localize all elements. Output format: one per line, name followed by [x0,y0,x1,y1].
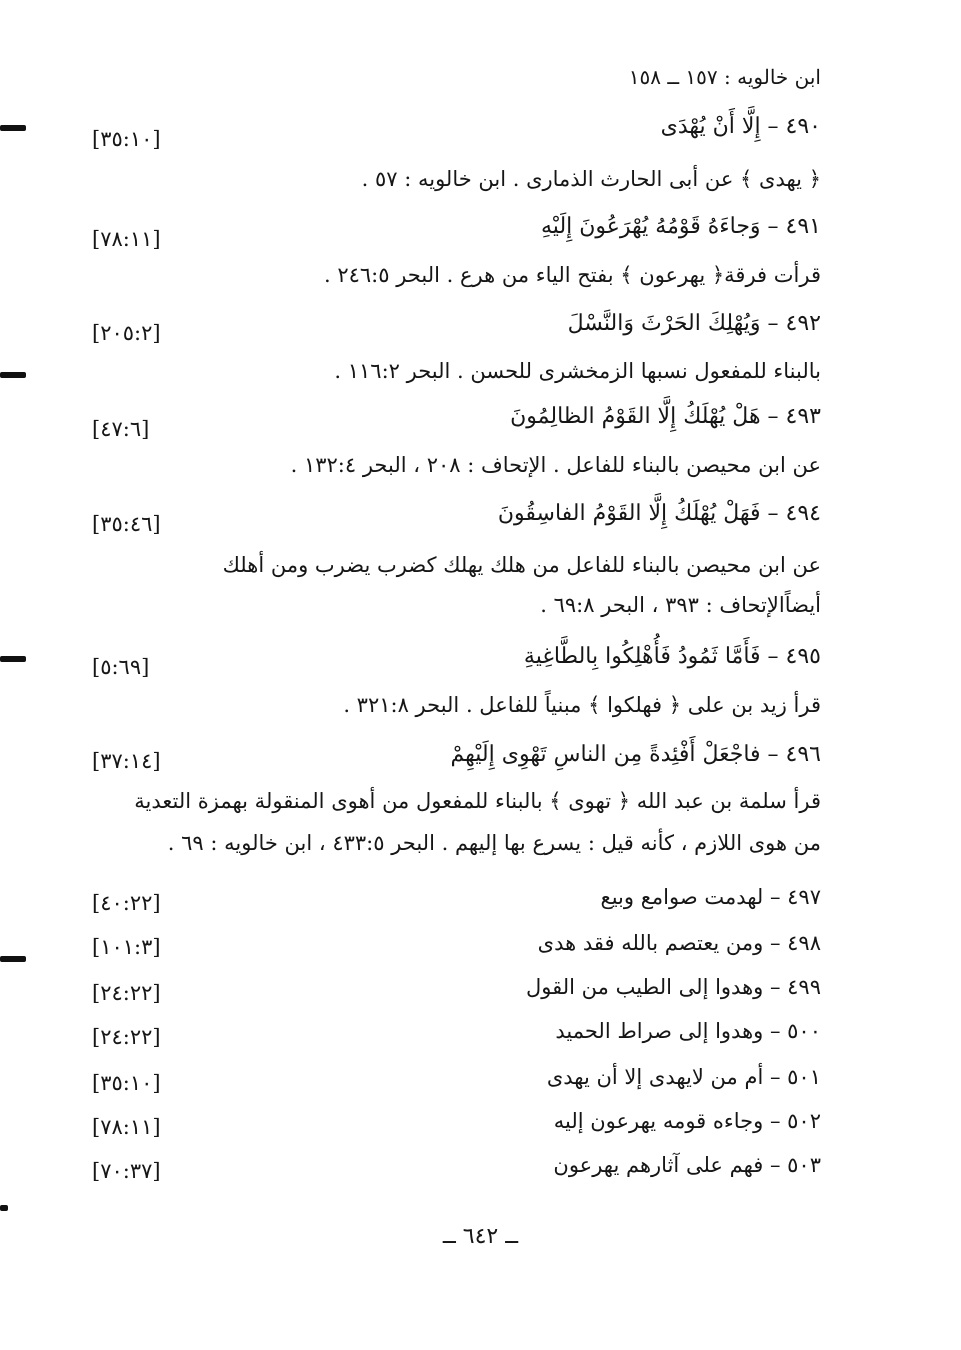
list-item-500: ٥٠٠ – وهدوا إلى صراط الحميد [555,1019,821,1043]
verse-492: ٤٩٢ – وَيُهْلِكَ الحَرْثَ وَالنَّسْلَ [567,311,821,336]
running-header: ابن خالويه : ١٥٧ ــ ١٥٨ [628,65,821,89]
margin-mark [0,956,26,962]
margin-mark [0,1205,8,1211]
verse-ref-490: [٣٥:١٠] [92,127,161,151]
verse-ref-495: [٥:٦٩] [92,655,150,679]
list-ref-500: [٢٤:٢٢] [92,1025,161,1049]
list-item-502: ٥٠٢ – وجاءه قومه يهرعون إليه [553,1109,821,1133]
verse-ref-496: [٣٧:١٤] [92,749,161,773]
commentary-493: عن ابن محيصن بالبناء للفاعل . الإتحاف : ٢٠٨ ، البحر ١٣٢:٤ . [290,453,821,477]
list-ref-498: [١٠١:٣] [92,935,161,959]
list-ref-501: [٣٥:١٠] [92,1071,161,1095]
list-ref-502: [٧٨:١١] [92,1115,161,1139]
commentary-496: قرأ سلمة بن عبد الله ﴿ تهوى ﴾ بالبناء للمفعول من أهوى المنقولة بهمزة التعدية [134,789,821,813]
list-item-498: ٤٩٨ – ومن يعتصم بالله فقد هدى [537,931,821,955]
commentary-490: ﴿ يهدى ﴾ عن أبى الحارث الذمارى . ابن خالويه : ٥٧ . [361,167,821,191]
list-item-503: ٥٠٣ – فهم على آثارهم يهرعون [553,1153,821,1177]
list-item-499: ٤٩٩ – وهدوا إلى الطيب من القول [526,975,821,999]
verse-ref-491: [٧٨:١١] [92,227,161,251]
commentary-494-cont: أيضاًالإتحاف : ٣٩٣ ، البحر ٦٩:٨ . [540,593,821,617]
verse-ref-494: [٣٥:٤٦] [92,512,161,536]
verse-490: ٤٩٠ – إِلَّا أَنْ يُهْدَى [660,114,821,139]
margin-mark [0,656,26,662]
verse-491: ٤٩١ – وَجاءَهُ قَوْمُهُ يُهْرَعُونَ إِلَيْهِ [541,214,821,239]
verse-ref-493: [٤٧:٦] [92,417,150,441]
list-ref-499: [٢٤:٢٢] [92,981,161,1005]
commentary-491: قرأت فرقة﴿ يهرعون ﴾ بفتح الياء من هرع . البحر ٢٤٦:٥ . [323,263,821,287]
list-ref-503: [٧٠:٣٧] [92,1159,161,1183]
verse-494: ٤٩٤ – فَهَلْ يُهْلَكُ إِلَّا القَوْمُ الفاسِقُونَ [497,501,821,526]
list-item-501: ٥٠١ – أم من لايهدى إلا أن يهدى [546,1065,821,1089]
verse-496: ٤٩٦ – فاجْعَلْ أَفْئِدةً مِن الناسِ تَهْوِى إِلَيْهِمْ [450,742,821,767]
commentary-495: قرأ زيد بن على ﴿ فهلكوا ﴾ مبنياً للفاعل . البحر ٣٢١:٨ . [343,693,821,717]
margin-mark [0,125,26,131]
verse-495: ٤٩٥ – فَأَمَّا ثَمُودُ فَأُهْلِكُوا بِالطَّاغِيةِ [523,644,821,669]
commentary-492: بالبناء للمفعول نسبها الزمخشرى للحسن . البحر ١١٦:٢ . [334,359,821,383]
verse-493: ٤٩٣ – هَلْ يُهْلَكُ إِلَّا القَوْمُ الظالِمُونَ [510,404,821,429]
margin-mark [0,372,26,378]
list-item-497: ٤٩٧ – لهدمت صوامع وبيع [600,885,821,909]
commentary-494: عن ابن محيصن بالبناء للفاعل من هلك يهلك كضرب يضرب ومن أهلك [222,553,821,577]
list-ref-497: [٤٠:٢٢] [92,891,161,915]
page-number: ــ ٦٤٢ ــ [442,1224,519,1249]
commentary-496-cont: من هوى اللازم ، كأنه قيل : يسرع بها إليهم . البحر ٤٣٣:٥ ، ابن خالويه : ٦٩ . [167,831,821,855]
verse-ref-492: [٢٠٥:٢] [92,321,161,345]
